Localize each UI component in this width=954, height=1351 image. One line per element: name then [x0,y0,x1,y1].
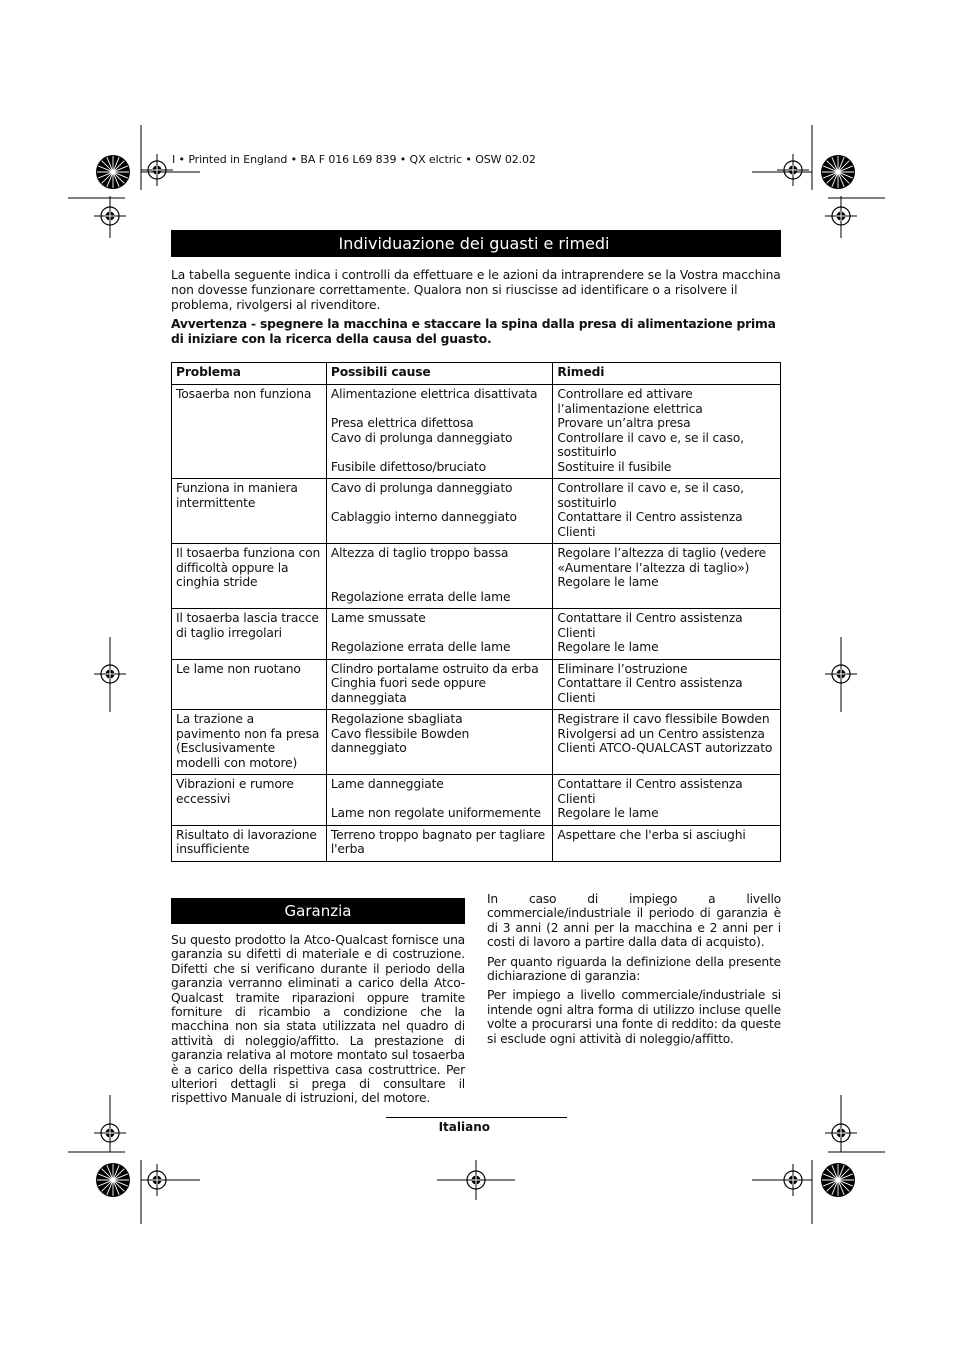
warranty-left-text: Su questo prodotto la Atco-Qualcast fornisce una garanzia su difetti di materiale e di costruzione. Difetti che si verificano durante il periodo della garanzia verranno eliminati a carico della Atco-Qualcast tramite riparazioni oppure tramite forniture di ricambio a condizione che la macchina non sia stata utilizzata nel quadro di attività di noleggio/affitto. La prestazione di garanzia relativa al motore montato sul tosaerba è a carico della rispettiva casa costruttrice. Per ulteriori dettagli si prega di consultare il rispettivo Manuale di istruzioni, del motore. [171,933,465,1106]
problem-cell [172,659,327,710]
print-info: I • Printed in England • BA F 016 L69 839 • QX elctric • OSW 02.02 [172,153,536,166]
footer-language [386,1120,567,1134]
remedies-cell-text: Contattare il Centro assistenza Clienti Regolare le lame [557,777,743,820]
troubleshooting-table [171,362,781,862]
causes-cell [326,479,553,544]
table-row [172,385,781,479]
problem-cell-text: Le lame non ruotano [176,661,301,676]
remedies-cell [553,544,781,609]
table-row [172,479,781,544]
table-row [172,659,781,710]
column-header-remedies: Rimedi [553,363,781,385]
section-title-troubleshooting [171,230,781,257]
problem-cell [172,609,327,660]
causes-cell-text: Clindro portalame ostruito da erba Cinghia fuori sede oppure danneggiata [330,661,539,705]
causes-cell-text: Terreno troppo bagnato per tagliare l'erba [330,827,546,856]
remedies-cell [553,479,781,544]
column-header-causes: Possibili cause [326,363,553,385]
causes-cell-text: Altezza di taglio troppo bassa Regolazione errata delle lame [330,546,511,604]
remedies-cell-text: Eliminare l’ostruzione Contattare il Centro assistenza Clienti [557,661,743,705]
section-title-text: Individuazione dei guasti e rimedi [338,234,610,253]
problem-cell [172,710,327,775]
warning-paragraph: Avvertenza - spegnere la macchina e staccare la spina dalla presa di alimentazione prima di iniziare con la ricerca della causa del guasto. [171,317,776,346]
footer-rule [386,1117,567,1118]
table-header-row [172,363,781,385]
remedies-cell [553,385,781,479]
problem-cell-text: Vibrazioni e rumore eccessivi [176,777,294,806]
problem-cell [172,775,327,826]
causes-cell-text: Alimentazione elettrica disattivata Presa elettrica difettosa Cavo di prolunga danneggiato Fusibile difettoso/bruciato [330,387,538,474]
remedies-cell [553,659,781,710]
warranty-paragraph: In caso di impiego a livello commerciale/industriale il periodo di garanzia è di 3 anni (2 anni per la macchina e 2 anni per i costi di lavoro a partire dalla data di acquisto). [487,892,781,950]
warranty-paragraph: Per impiego a livello commerciale/industriale si intende ogni altra forma di utilizzo incluse quelle volte a procurarsi una fonte di reddito: da queste si esclude ogni attività di noleggio/affitto. [487,988,781,1046]
problem-cell [172,479,327,544]
table-row [172,710,781,775]
remedies-cell-text: Aspettare che l'erba si asciughi [557,827,746,842]
problem-cell [172,544,327,609]
warranty-title-text: Garanzia [284,902,352,920]
problem-cell [172,825,327,861]
causes-cell-text: Lame danneggiate Lame non regolate uniformemente [330,777,541,820]
table-row [172,825,781,861]
table-row [172,775,781,826]
problem-cell-text: La trazione a pavimento non fa presa (Esclusivamente modelli con motore) [176,712,320,770]
remedies-cell-text: Controllare ed attivare l’alimentazione elettrica Provare un’altra presa Controllare il cavo e, se il caso, sostituirlo Sostituire il fusibile [557,387,744,474]
remedies-cell-text: Contattare il Centro assistenza Clienti Regolare le lame [557,611,743,654]
section-title-warranty [171,898,465,924]
causes-cell [326,710,553,775]
causes-cell [326,544,553,609]
warranty-paragraph: Per quanto riguarda la definizione della presente dichiarazione di garanzia: [487,954,781,984]
remedies-cell [553,775,781,826]
causes-cell-text: Lame smussate Regolazione errata delle lame [330,611,511,654]
causes-cell [326,659,553,710]
problem-cell-text: Il tosaerba funziona con difficoltà oppure la cinghia stride [176,546,321,589]
problem-cell-text: Risultato di lavorazione insufficiente [176,827,317,856]
causes-cell [326,825,553,861]
causes-cell [326,775,553,826]
intro-paragraph: La tabella seguente indica i controlli da effettuare e le azioni da intraprendere se la Vostra macchina non dovesse funzionare correttamente. Qualora non si riuscisse ad identificare o a risolvere il problema, rivolgersi al rivenditore. [171,268,781,312]
problem-cell [172,385,327,479]
table-row [172,544,781,609]
remedies-cell [553,710,781,775]
remedies-cell-text: Registrare il cavo flessibile Bowden Rivolgersi ad un Centro assistenza Clienti ATCO-QUALCAST autorizzato [557,712,773,755]
column-header-problem: Problema [172,363,327,385]
remedies-cell [553,609,781,660]
remedies-cell-text: Controllare il cavo e, se il caso, sostituirlo Contattare il Centro assistenza Clienti [557,481,744,539]
table-row [172,609,781,660]
remedies-cell [553,825,781,861]
warranty-right-column [487,892,781,1051]
causes-cell-text: Cavo di prolunga danneggiato Cablaggio interno danneggiato [330,481,517,524]
footer-language-text: Italiano [438,1120,490,1134]
remedies-cell-text: Regolare l’altezza di taglio (vedere «Aumentare l’altezza di taglio») Regolare le lame [557,546,767,589]
causes-cell [326,609,553,660]
causes-cell-text: Regolazione sbagliata Cavo flessibile Bowden danneggiato [330,712,470,755]
problem-cell-text: Tosaerba non funziona [176,387,312,401]
problem-cell-text: Funziona in maniera intermittente [176,481,298,510]
problem-cell-text: Il tosaerba lascia tracce di taglio irregolari [176,611,319,640]
causes-cell [326,385,553,479]
